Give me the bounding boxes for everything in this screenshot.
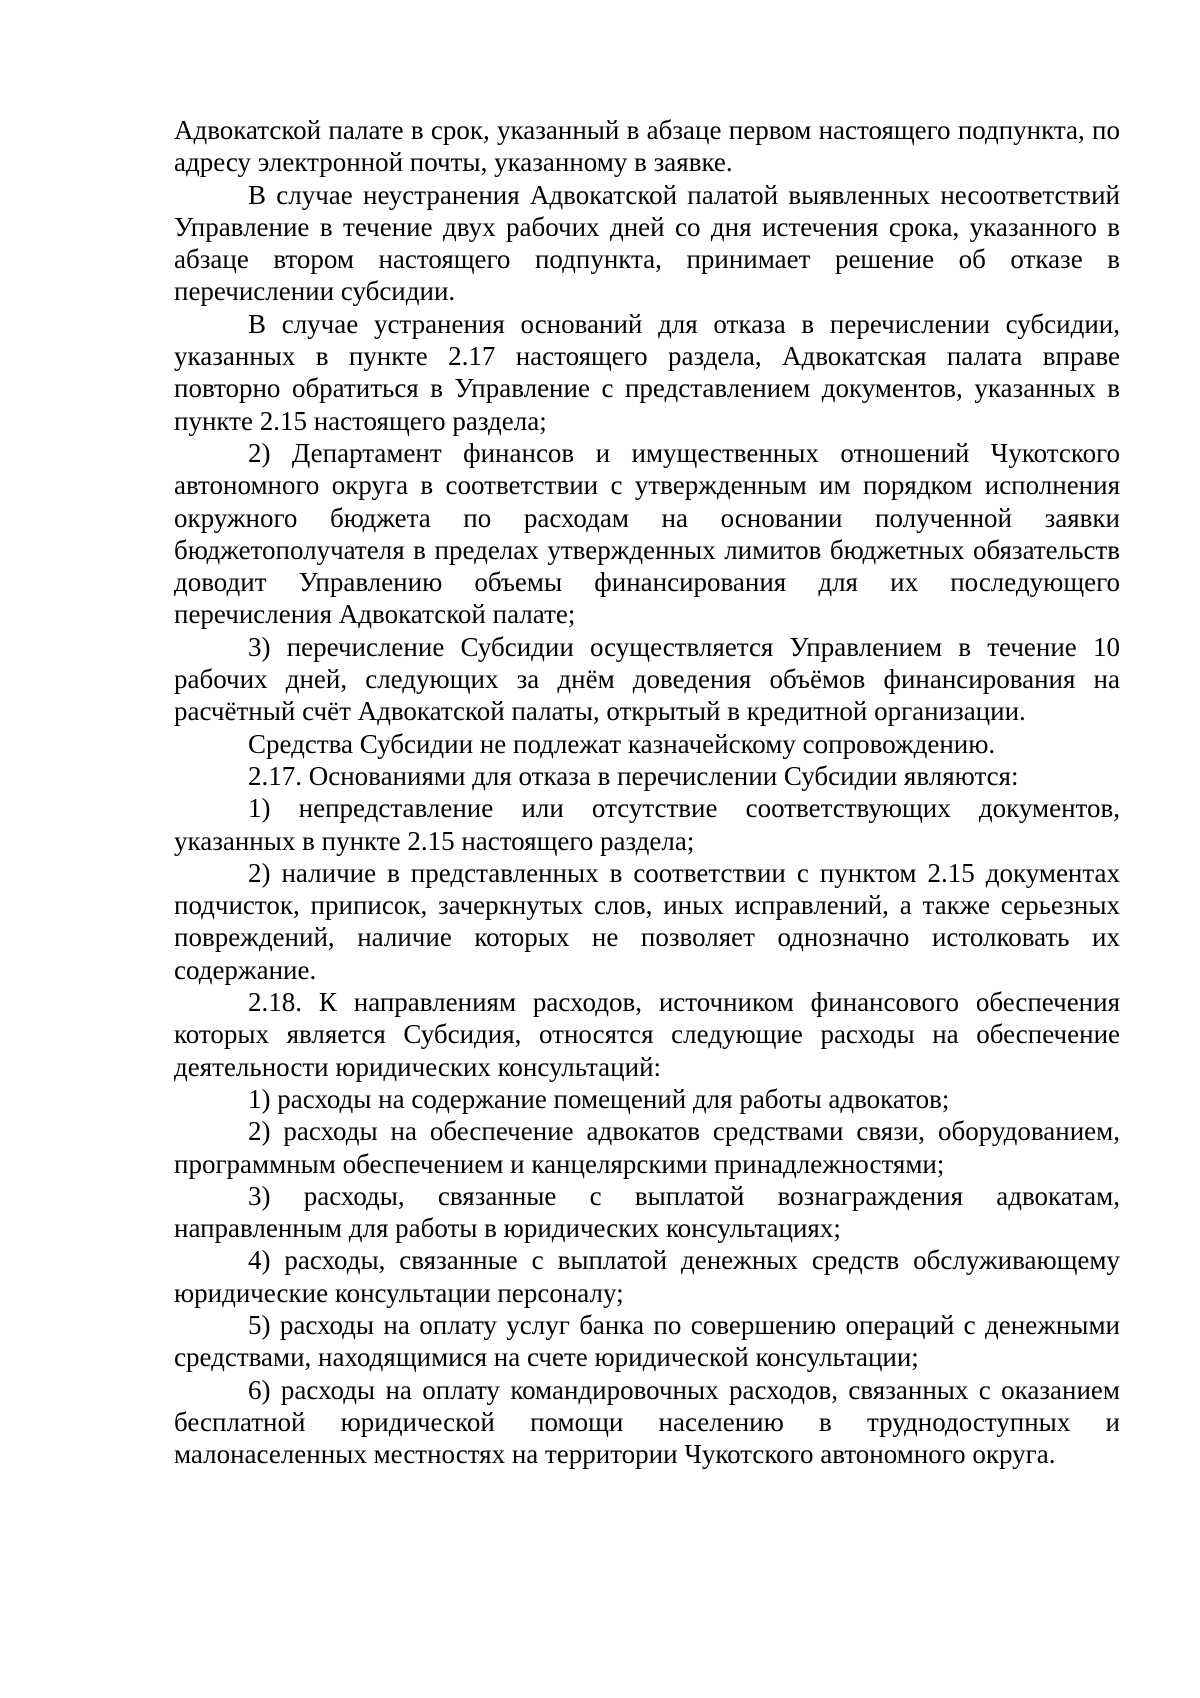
paragraph-2-18-item-1: 1) расходы на содержание помещений для работы адвокатов; <box>248 1083 950 1114</box>
paragraph-elimination: В случае устранения оснований для отказа в перечислении субсидии, указанных в пункте 2.17 настоящего раздела, Адвокатская палата вправе повторно обратиться в Управление с представлением документов, указанных в пункте 2.15 настоящего раздела; <box>174 308 1120 436</box>
document-body <box>174 114 1120 1470</box>
paragraph-2-18-item-3: 3) расходы, связанные с выплатой вознаграждения адвокатам, направленным для работы в юридических консультациях; <box>174 1180 1120 1244</box>
paragraph-2-17-item-2: 2) наличие в представленных в соответствии с пунктом 2.15 документах подчисток, приписок, зачеркнутых слов, иных исправлений, а также серьезных повреждений, наличие которых не позволяет однозначно истолковать их содержание. <box>174 857 1120 985</box>
paragraph-2-18-item-4: 4) расходы, связанные с выплатой денежных средств обслуживающему юридические консультации персоналу; <box>174 1245 1120 1308</box>
paragraph-2-18-item-6: 6) расходы на оплату командировочных расходов, связанных с оказанием бесплатной юридической помощи населению в труднодоступных и малонаселенных местностях на территории Чукотского автономного округа. <box>174 1374 1120 1470</box>
paragraph-item-2-department: 2) Департамент финансов и имущественных отношений Чукотского автономного округа в соответствии с утвержденным им порядком исполнения окружного бюджета по расходам на основании полученной заявки бюджетополучателя в пределах утвержденных лимитов бюджетных обязательств доводит Управлению объемы финансирования для их последующего перечисления Адвокатской палате; <box>174 437 1120 630</box>
paragraph-2-17-item-1: 1) непредставление или отсутствие соответствующих документов, указанных в пункте 2.15 настоящего раздела; <box>174 793 1120 856</box>
paragraph-2-18-heading: 2.18. К направлениям расходов, источником финансового обеспечения которых является Субсидия, относятся следующие расходы на обеспечение деятельности юридических консультаций: <box>174 987 1120 1082</box>
paragraph-2-17-heading: 2.17. Основаниями для отказа в перечислении Субсидии являются: <box>248 760 1019 791</box>
paragraph-non-elimination: В случае неустранения Адвокатской палатой выявленных несоответствий Управление в течение двух рабочих дней со дня истечения срока, указанного в абзаце втором настоящего подпункта, принимает решение об отказе в перечислении субсидии. <box>174 179 1120 307</box>
paragraph-2-18-item-5: 5) расходы на оплату услуг банка по совершению операций с денежными средствами, находящимися на счете юридической консультации; <box>174 1309 1120 1373</box>
paragraph-item-3-transfer: 3) перечисление Субсидии осуществляется Управлением в течение 10 рабочих дней, следующих за днём доведения объёмов финансирования на расчётный счёт Адвокатской палаты, открытый в кредитной организации. <box>174 631 1120 727</box>
paragraph-continuation: Адвокатской палате в срок, указанный в абзаце первом настоящего подпункта, по адресу электронной почты, указанному в заявке. <box>174 115 1120 178</box>
paragraph-treasury: Средства Субсидии не подлежат казначейскому сопровождению. <box>248 728 996 759</box>
paragraph-2-18-item-2: 2) расходы на обеспечение адвокатов средствами связи, оборудованием, программным обеспечением и канцелярскими принадлежностями; <box>174 1116 1120 1179</box>
